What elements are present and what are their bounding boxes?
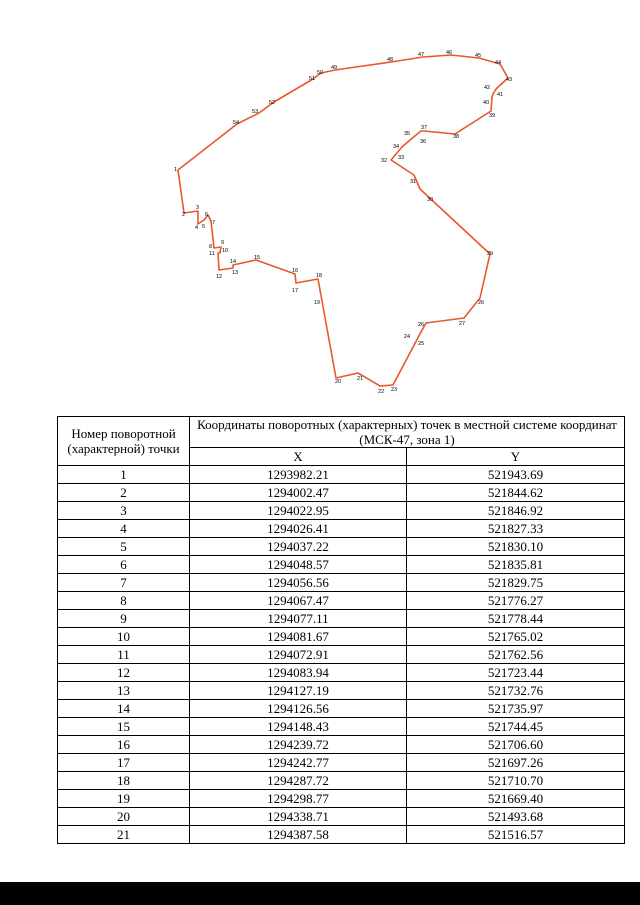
point-number: 20 [58, 808, 190, 826]
table-row [58, 826, 625, 844]
point-number: 1 [58, 466, 190, 484]
header-y: Y [407, 448, 625, 466]
plot-boundary [178, 55, 508, 386]
vertex-label: 36 [420, 139, 427, 145]
y-value: 521723.44 [407, 664, 625, 682]
y-value: 521776.27 [407, 592, 625, 610]
table-row [58, 610, 625, 628]
vertex-label: 7 [212, 220, 216, 226]
vertex-label: 35 [404, 131, 411, 137]
point-number: 21 [58, 826, 190, 844]
point-number: 10 [58, 628, 190, 646]
vertex-label: 33 [398, 155, 405, 161]
table-row [58, 556, 625, 574]
vertex-label: 27 [459, 321, 466, 327]
vertex-label: 9 [221, 240, 225, 246]
vertex-label: 24 [404, 334, 411, 340]
table-row [58, 484, 625, 502]
table-row [58, 754, 625, 772]
table-row [58, 574, 625, 592]
vertex-label: 46 [446, 50, 453, 56]
point-number: 4 [58, 520, 190, 538]
y-value: 521710.70 [407, 772, 625, 790]
y-value: 521706.60 [407, 736, 625, 754]
point-number: 17 [58, 754, 190, 772]
vertex-label: 2 [182, 212, 186, 218]
vertex-label: 29 [487, 251, 494, 257]
x-value: 1294072.91 [190, 646, 407, 664]
point-number: 18 [58, 772, 190, 790]
scan-border [0, 882, 640, 905]
point-number: 13 [58, 682, 190, 700]
point-number: 6 [58, 556, 190, 574]
point-number: 2 [58, 484, 190, 502]
vertex-label: 25 [418, 341, 425, 347]
point-number: 3 [58, 502, 190, 520]
vertex-label: 3 [196, 205, 200, 211]
point-number: 11 [58, 646, 190, 664]
header-point-number: Номер поворотной (характерной) точки [58, 417, 190, 466]
vertex-label: 22 [378, 389, 385, 395]
table-row [58, 790, 625, 808]
vertex-label: 12 [216, 274, 223, 280]
x-value: 1294242.77 [190, 754, 407, 772]
table-row [58, 538, 625, 556]
y-value: 521735.97 [407, 700, 625, 718]
vertex-label: 8 [209, 244, 213, 250]
vertex-label: 54 [233, 120, 240, 126]
point-number: 12 [58, 664, 190, 682]
x-value: 1294022.95 [190, 502, 407, 520]
table-row [58, 664, 625, 682]
x-value: 1294083.94 [190, 664, 407, 682]
point-number: 15 [58, 718, 190, 736]
vertex-label: 50 [317, 70, 324, 76]
point-number: 16 [58, 736, 190, 754]
y-value: 521697.26 [407, 754, 625, 772]
point-number: 7 [58, 574, 190, 592]
x-value: 1294077.11 [190, 610, 407, 628]
x-value: 1294056.56 [190, 574, 407, 592]
vertex-label: 31 [410, 179, 417, 185]
vertex-label: 32 [381, 158, 388, 164]
point-number: 19 [58, 790, 190, 808]
vertex-label: 26 [418, 322, 425, 328]
x-value: 1294026.41 [190, 520, 407, 538]
y-value: 521943.69 [407, 466, 625, 484]
table-row [58, 628, 625, 646]
vertex-label: 39 [489, 113, 496, 119]
header-x: X [190, 448, 407, 466]
vertex-label: 10 [222, 248, 229, 254]
table-row [58, 520, 625, 538]
y-value: 521835.81 [407, 556, 625, 574]
vertex-label: 47 [418, 52, 425, 58]
vertex-label: 41 [497, 92, 504, 98]
vertex-label: 13 [232, 270, 239, 276]
y-value: 521744.45 [407, 718, 625, 736]
x-value: 1294148.43 [190, 718, 407, 736]
x-value: 1294037.22 [190, 538, 407, 556]
table-row [58, 466, 625, 484]
x-value: 1294067.47 [190, 592, 407, 610]
vertex-label: 18 [316, 273, 323, 279]
x-value: 1294298.77 [190, 790, 407, 808]
vertex-label: 51 [309, 76, 316, 82]
x-value: 1294127.19 [190, 682, 407, 700]
vertex-label: 53 [252, 109, 259, 115]
vertex-label: 43 [506, 77, 513, 83]
y-value: 521830.10 [407, 538, 625, 556]
point-number: 5 [58, 538, 190, 556]
table-row [58, 808, 625, 826]
x-value: 1294002.47 [190, 484, 407, 502]
vertex-label: 19 [314, 300, 321, 306]
y-value: 521516.57 [407, 826, 625, 844]
table-row [58, 592, 625, 610]
coordinates-table [57, 416, 625, 844]
y-value: 521778.44 [407, 610, 625, 628]
table-row [58, 700, 625, 718]
y-value: 521827.33 [407, 520, 625, 538]
vertex-label: 52 [269, 100, 276, 106]
vertex-label: 23 [391, 387, 398, 393]
vertex-label: 1 [174, 167, 178, 173]
vertex-label: 45 [475, 53, 482, 59]
point-number: 8 [58, 592, 190, 610]
vertex-label: 20 [335, 379, 342, 385]
y-value: 521844.62 [407, 484, 625, 502]
vertex-label: 6 [205, 212, 209, 218]
vertex-label: 40 [483, 100, 490, 106]
y-value: 521669.40 [407, 790, 625, 808]
vertex-label: 21 [357, 376, 364, 382]
x-value: 1294048.57 [190, 556, 407, 574]
x-value: 1293982.21 [190, 466, 407, 484]
vertex-label: 48 [387, 57, 394, 63]
y-value: 521732.76 [407, 682, 625, 700]
y-value: 521829.75 [407, 574, 625, 592]
table-row [58, 502, 625, 520]
x-value: 1294081.67 [190, 628, 407, 646]
vertex-label: 26 [478, 300, 485, 306]
vertex-label: 4 [195, 225, 199, 231]
x-value: 1294287.72 [190, 772, 407, 790]
vertex-label: 11 [209, 251, 215, 257]
table-row [58, 772, 625, 790]
x-value: 1294387.58 [190, 826, 407, 844]
table-row [58, 718, 625, 736]
x-value: 1294338.71 [190, 808, 407, 826]
table-row [58, 736, 625, 754]
vertex-label: 37 [421, 125, 428, 131]
point-number: 9 [58, 610, 190, 628]
x-value: 1294126.56 [190, 700, 407, 718]
vertex-label: 14 [230, 259, 237, 265]
table-row [58, 646, 625, 664]
vertex-label: 16 [292, 268, 299, 274]
vertex-label: 38 [453, 134, 460, 140]
header-coordinates: Координаты поворотных (характерных) точек в местной системе координат (МСК-47, зона 1) [190, 417, 625, 448]
y-value: 521846.92 [407, 502, 625, 520]
table-row [58, 682, 625, 700]
vertex-label: 15 [254, 255, 261, 261]
vertex-label: 5 [202, 224, 206, 230]
vertex-label: 17 [292, 288, 299, 294]
y-value: 521493.68 [407, 808, 625, 826]
vertex-label: 42 [484, 85, 491, 91]
vertex-label: 34 [393, 144, 400, 150]
y-value: 521765.02 [407, 628, 625, 646]
y-value: 521762.56 [407, 646, 625, 664]
point-number: 14 [58, 700, 190, 718]
vertex-label: 44 [495, 60, 502, 66]
vertex-label: 30 [427, 197, 434, 203]
x-value: 1294239.72 [190, 736, 407, 754]
land-plot-plan [0, 0, 640, 410]
vertex-label: 49 [331, 65, 338, 71]
